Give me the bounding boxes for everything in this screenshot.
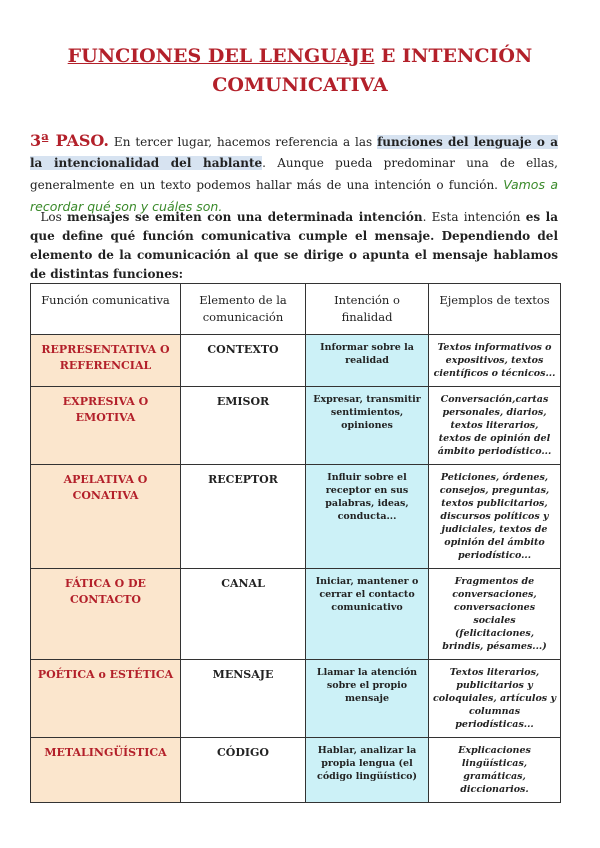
cell-intencion: Informar sobre la realidad [306, 335, 429, 387]
functions-table [30, 283, 561, 803]
cell-elemento: CONTEXTO [181, 335, 306, 387]
cell-ejemplos: Conversación,cartas personales, diarios, textos literarios, textos de opinión del ámbito periodístico... [429, 387, 561, 465]
cell-intencion: Iniciar, mantener o cerrar el contacto comunicativo [306, 569, 429, 660]
cell-funcion: FÁTICA O DE CONTACTO [31, 569, 181, 660]
page-title [30, 42, 570, 100]
cell-ejemplos: Textos informativos o expositivos, textos científicos o técnicos... [429, 335, 561, 387]
cell-elemento: RECEPTOR [181, 465, 306, 569]
cell-intencion: Influir sobre el receptor en sus palabras, ideas, conducta... [306, 465, 429, 569]
header-elemento: Elemento de la comunicación [181, 284, 306, 335]
p2-text-2: . Esta intención [422, 210, 526, 224]
intro-text-2: . Aunque pueda predominar una de ellas, generalmente en un texto podemos hallar más de una intención o función. [30, 156, 558, 192]
cell-ejemplos: Fragmentos de conversaciones, conversaciones sociales (felicitaciones, brindis, pésames...) [429, 569, 561, 660]
cell-elemento: CANAL [181, 569, 306, 660]
cell-intencion: Hablar, analizar la propia lengua (el código lingüístico) [306, 738, 429, 803]
intro-text-1: En tercer lugar, hacemos referencia a las [109, 135, 378, 149]
handwritten-note: Vamos a recordar qué son y cuáles son. [30, 177, 558, 214]
title-line2: COMUNICATIVA [212, 74, 388, 96]
table-row [31, 569, 561, 660]
header-funcion: Función comunicativa [31, 284, 181, 335]
header-intencion: Intención o finalidad [306, 284, 429, 335]
cell-elemento: CÓDIGO [181, 738, 306, 803]
cell-intencion: Expresar, transmitir sentimientos, opiniones [306, 387, 429, 465]
explanation-paragraph [30, 208, 558, 284]
table-header-row [31, 284, 561, 335]
step-label: 3ª PASO. [30, 131, 110, 150]
table-row [31, 387, 561, 465]
cell-funcion: POÉTICA o ESTÉTICA [31, 660, 181, 738]
cell-intencion: Llamar la atención sobre el propio mensaje [306, 660, 429, 738]
intro-highlight: funciones del lenguaje o a la intencionalidad del hablante [30, 135, 558, 170]
p2-bold-1: mensajes se emiten con una determinada intención [67, 210, 423, 224]
table-row [31, 660, 561, 738]
intro-paragraph [30, 130, 558, 218]
cell-funcion: EXPRESIVA O EMOTIVA [31, 387, 181, 465]
cell-ejemplos: Peticiones, órdenes, consejos, preguntas, textos publicitarios, discursos políticos y judiciales, textos de opinión del ámbito periodístico... [429, 465, 561, 569]
cell-funcion: REPRESENTATIVA O REFERENCIAL [31, 335, 181, 387]
table-row [31, 335, 561, 387]
cell-elemento: MENSAJE [181, 660, 306, 738]
cell-ejemplos: Textos literarios, publicitarios y coloquiales, artículos y columnas periodísticas... [429, 660, 561, 738]
cell-funcion: METALINGÜÍSTICA [31, 738, 181, 803]
header-ejemplos: Ejemplos de textos [429, 284, 561, 335]
p2-text-1: Los [40, 210, 68, 224]
title-rest: E INTENCIÓN [374, 45, 533, 67]
table-row [31, 465, 561, 569]
title-underlined: FUNCIONES DEL LENGUAJE [67, 45, 375, 67]
cell-funcion: APELATIVA O CONATIVA [31, 465, 181, 569]
cell-ejemplos: Explicaciones lingüísticas, gramáticas, diccionarios. [429, 738, 561, 803]
table-row [31, 738, 561, 803]
cell-elemento: EMISOR [181, 387, 306, 465]
p2-bold-2: es la que define qué función comunicativa cumple el mensaje. Dependiendo del elemento de la comunicación al que se dirige o apunta el mensaje hablamos de distintas funciones: [30, 210, 558, 281]
